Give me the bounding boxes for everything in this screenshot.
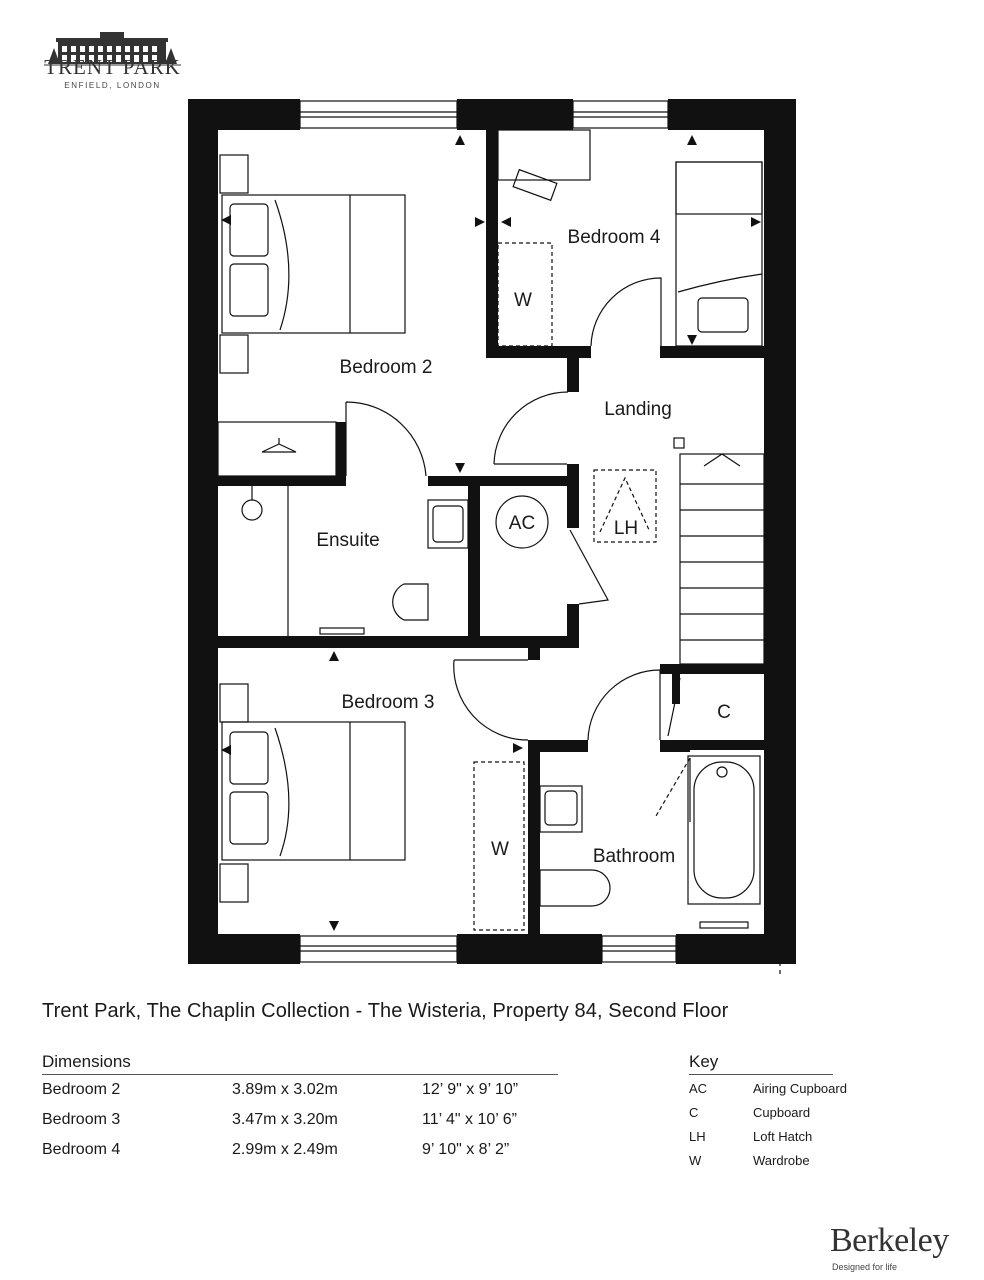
key-heading: Key [689,1052,833,1075]
staircase [674,438,764,664]
bedroom-2-bed [220,155,405,373]
key-code: C [689,1105,699,1120]
dimensions-imperial: 9’ 10" x 8’ 2” [422,1141,510,1158]
interior-walls [218,130,764,934]
key-meaning: Wardrobe [753,1153,810,1168]
dimensions-room: Bedroom 2 [42,1081,121,1098]
dimensions-imperial: 12’ 9" x 9’ 10” [422,1081,519,1098]
room-label-landing: Landing [604,399,672,420]
dimensions-row [42,1081,558,1111]
key-row [689,1153,859,1177]
room-label-bedroom-4: Bedroom 4 [567,227,661,248]
logo-name: TRENT PARK [44,55,181,79]
key-code: AC [689,1081,708,1096]
bedroom-2-wardrobe [218,422,336,476]
key-code: W [689,1153,702,1168]
ensuite-fixtures [242,486,468,636]
key-meaning: Cupboard [753,1105,811,1120]
dimensions-imperial: 11’ 4" x 10’ 6” [422,1111,517,1128]
label-wardrobe-bedroom-3: W [491,839,509,860]
key-row [689,1105,859,1129]
dimensions-row [42,1111,558,1141]
key-meaning: Airing Cupboard [753,1081,847,1096]
key-meaning: Loft Hatch [753,1129,813,1144]
label-airing-cupboard: AC [508,513,536,534]
room-label-ensuite: Ensuite [316,530,380,551]
logo-subtitle: ENFIELD, LONDON [64,81,161,90]
key-row [689,1081,859,1105]
room-label-bedroom-3: Bedroom 3 [341,692,435,713]
dimensions-room: Bedroom 4 [42,1141,121,1158]
room-label-bedroom-2: Bedroom 2 [339,357,433,378]
label-wardrobe-bedroom-4: W [514,290,532,311]
label-loft-hatch: LH [613,518,639,539]
dimensions-metric: 2.99m x 2.49m [232,1141,338,1158]
label-cupboard: C [717,702,731,723]
dimensions-row [42,1141,558,1171]
key-row [689,1129,859,1153]
room-label-bathroom: Bathroom [592,846,676,867]
dimensions-table [42,1052,558,1171]
dimensions-metric: 3.89m x 3.02m [232,1081,338,1098]
key-code: LH [689,1129,706,1144]
dimensions-room: Bedroom 3 [42,1111,121,1128]
dimensions-heading: Dimensions [42,1052,558,1075]
berkeley-tagline: Designed for life [832,1262,898,1272]
dimensions-metric: 3.47m x 3.20m [232,1111,338,1128]
key-legend [689,1052,859,1177]
plan-title: Trent Park, The Chaplin Collection - The Wisteria, Property 84, Second Floor [42,1000,729,1022]
berkeley-logo: Berkeley [830,1222,949,1259]
